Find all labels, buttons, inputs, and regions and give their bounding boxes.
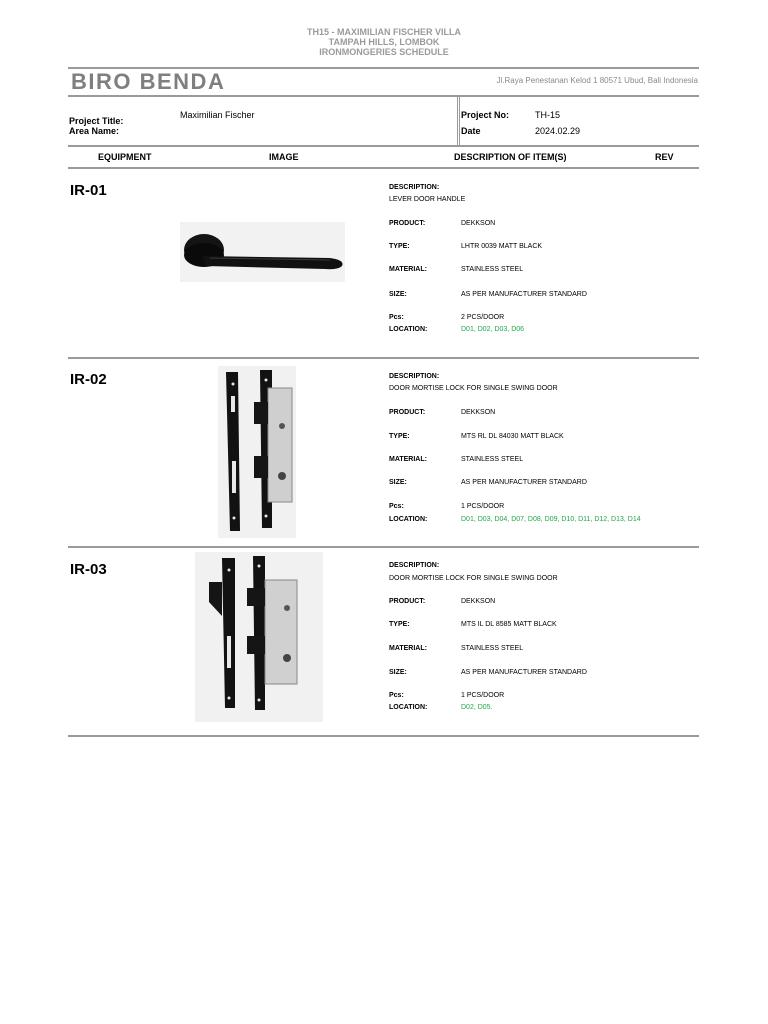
type-label: TYPE: bbox=[389, 433, 410, 440]
location-label: LOCATION: bbox=[389, 516, 428, 523]
size-value: AS PER MANUFACTURER STANDARD bbox=[461, 479, 587, 486]
location-value: D01, D02, D03, D06 bbox=[461, 326, 525, 333]
pcs-value: 1 PCS/DOOR bbox=[461, 692, 505, 699]
col-image: IMAGE bbox=[269, 152, 299, 162]
pcs-label: Pcs: bbox=[389, 503, 404, 510]
type-label: TYPE: bbox=[389, 243, 410, 250]
info-divider bbox=[457, 97, 458, 145]
type-value: MTS RL DL 84030 MATT BLACK bbox=[461, 433, 564, 440]
header-rule bbox=[68, 167, 699, 169]
location-value: D02, D05. bbox=[461, 704, 493, 711]
item-code: IR-03 bbox=[70, 561, 107, 578]
project-no-value: TH-15 bbox=[535, 110, 561, 120]
brand-address: Jl.Raya Penestanan Kelod 1 80571 Ubud, Bali Indonesia bbox=[496, 76, 698, 85]
size-label: SIZE: bbox=[389, 291, 407, 298]
material-value: STAINLESS STEEL bbox=[461, 645, 524, 652]
size-value: AS PER MANUFACTURER STANDARD bbox=[461, 669, 587, 676]
area-name-label: Area Name: bbox=[69, 126, 120, 136]
product-value: DEKKSON bbox=[461, 598, 496, 605]
info-divider-2 bbox=[459, 97, 460, 145]
product-label: PRODUCT: bbox=[389, 220, 426, 227]
description-label: DESCRIPTION: bbox=[389, 373, 440, 380]
description-value: LEVER DOOR HANDLE bbox=[389, 196, 466, 203]
size-label: SIZE: bbox=[389, 479, 407, 486]
product-value: DEKKSON bbox=[461, 409, 496, 416]
description-label: DESCRIPTION: bbox=[389, 562, 440, 569]
item-rule bbox=[68, 735, 699, 737]
type-value: LHTR 0039 MATT BLACK bbox=[461, 243, 543, 250]
item-code: IR-01 bbox=[70, 182, 107, 199]
date-label: Date bbox=[461, 126, 481, 136]
material-label: MATERIAL: bbox=[389, 645, 427, 652]
doc-title-line3: IRONMONGERIES SCHEDULE bbox=[319, 47, 449, 57]
mortise-lock-icon bbox=[195, 552, 323, 722]
description-value: DOOR MORTISE LOCK FOR SINGLE SWING DOOR bbox=[389, 575, 558, 582]
material-label: MATERIAL: bbox=[389, 456, 427, 463]
item-rule bbox=[68, 357, 699, 359]
product-label: PRODUCT: bbox=[389, 409, 426, 416]
size-value: AS PER MANUFACTURER STANDARD bbox=[461, 291, 587, 298]
doc-title-line2: TAMPAH HILLS, LOMBOK bbox=[328, 37, 440, 47]
description-label: DESCRIPTION: bbox=[389, 184, 440, 191]
mortise-lock-icon bbox=[218, 366, 296, 538]
material-value: STAINLESS STEEL bbox=[461, 266, 524, 273]
lever-handle-icon bbox=[180, 222, 345, 282]
material-value: STAINLESS STEEL bbox=[461, 456, 524, 463]
col-description: DESCRIPTION OF ITEM(S) bbox=[454, 152, 567, 162]
project-title-value: Maximilian Fischer bbox=[180, 110, 255, 120]
brand-logo: BIRO BENDA bbox=[71, 69, 226, 94]
info-rule bbox=[68, 145, 699, 147]
project-no-label: Project No: bbox=[461, 110, 510, 120]
product-label: PRODUCT: bbox=[389, 598, 426, 605]
brand-rule bbox=[68, 95, 699, 97]
type-value: MTS IL DL 8585 MATT BLACK bbox=[461, 621, 557, 628]
item-rule bbox=[68, 546, 699, 548]
doc-title-line1: TH15 - MAXIMILIAN FISCHER VILLA bbox=[306, 27, 461, 37]
col-rev: REV bbox=[655, 152, 674, 162]
product-value: DEKKSON bbox=[461, 220, 496, 227]
material-label: MATERIAL: bbox=[389, 266, 427, 273]
project-title-label: Project Title: bbox=[69, 116, 124, 126]
pcs-label: Pcs: bbox=[389, 314, 404, 321]
description-value: DOOR MORTISE LOCK FOR SINGLE SWING DOOR bbox=[389, 385, 558, 392]
pcs-value: 2 PCS/DOOR bbox=[461, 314, 505, 321]
col-equipment: EQUIPMENT bbox=[98, 152, 152, 162]
location-label: LOCATION: bbox=[389, 704, 428, 711]
pcs-value: 1 PCS/DOOR bbox=[461, 503, 505, 510]
location-label: LOCATION: bbox=[389, 326, 428, 333]
location-value: D01, D03, D04, D07, D08, D09, D10, D11, D12, D13, D14 bbox=[461, 516, 641, 523]
date-value: 2024.02.29 bbox=[535, 126, 581, 136]
pcs-label: Pcs: bbox=[389, 692, 404, 699]
type-label: TYPE: bbox=[389, 621, 410, 628]
size-label: SIZE: bbox=[389, 669, 407, 676]
item-code: IR-02 bbox=[70, 371, 107, 388]
